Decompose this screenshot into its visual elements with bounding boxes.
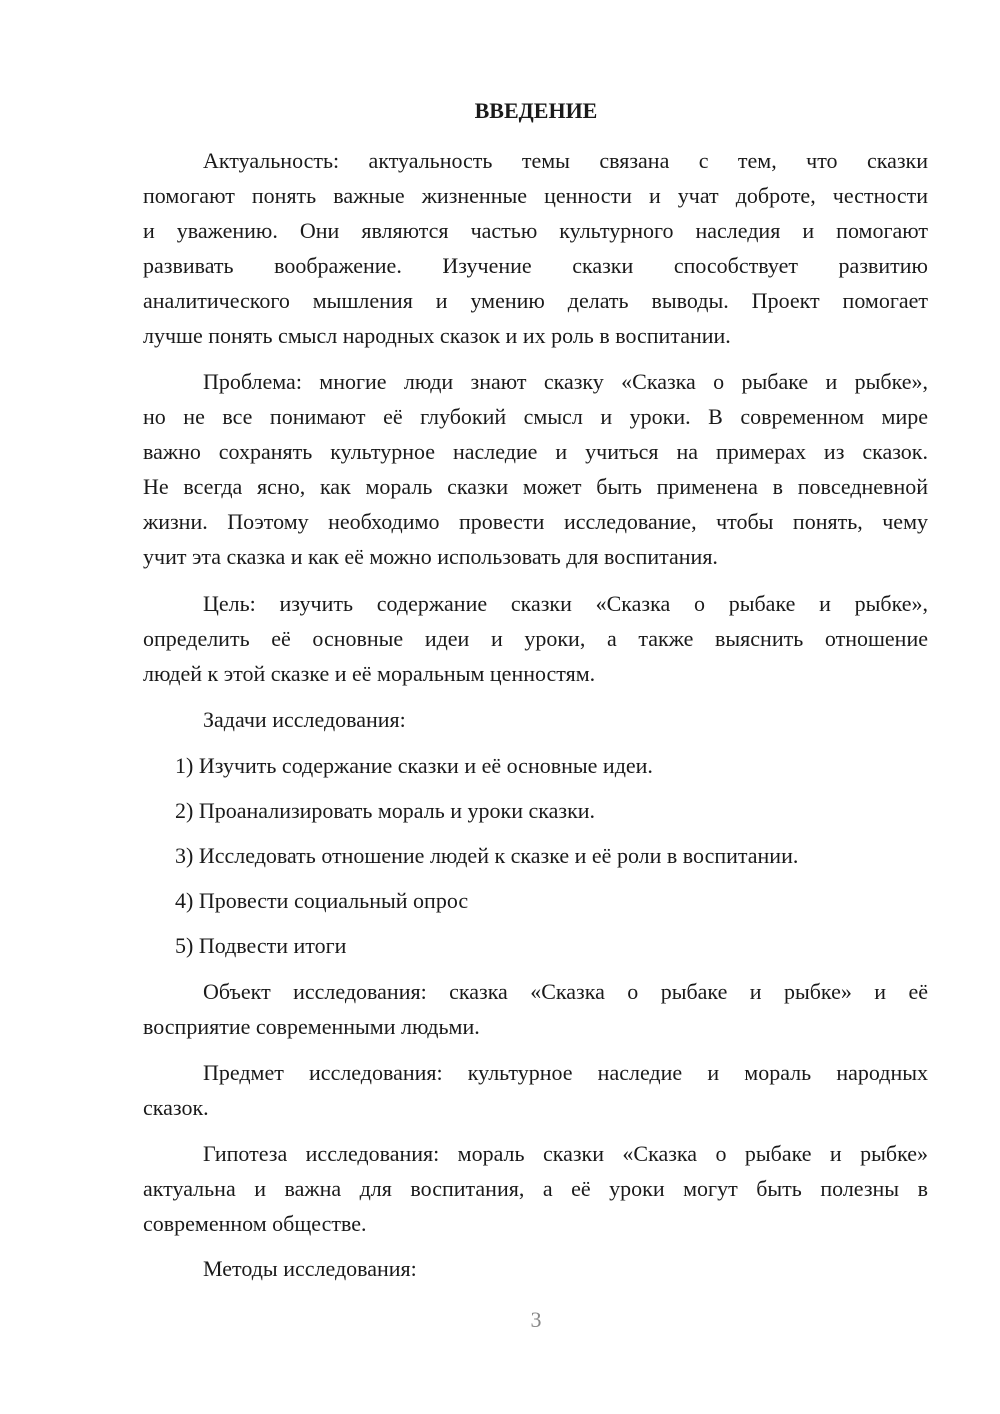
paragraph-line: жизни. Поэтому необходимо провести исследование, чтобы понять, чему	[143, 509, 928, 534]
task-list-item: 3) Исследовать отношение людей к сказке и её роли в воспитании.	[175, 843, 799, 868]
paragraph-line: аналитического мышления и умению делать выводы. Проект помогает	[143, 288, 928, 313]
paragraph-line: помогают понять важные жизненные ценности и учат доброте, честности	[143, 183, 928, 208]
paragraph	[143, 1055, 928, 1125]
task-list-item: 4) Провести социальный опрос	[175, 888, 469, 913]
task-list-item: 5) Подвести итоги	[175, 933, 347, 958]
paragraph-line: Не всегда ясно, как мораль сказки может быть применена в повседневной	[143, 474, 928, 499]
paragraph-line: актуальна и важна для воспитания, а её уроки могут быть полезны в	[143, 1176, 928, 1201]
paragraph-line: Объект исследования: сказка «Сказка о рыбаке и рыбке» и её	[203, 979, 928, 1004]
paragraph-line: но не все понимают её глубокий смысл и уроки. В современном мире	[143, 404, 928, 429]
paragraph-line: и уважению. Они являются частью культурного наследия и помогают	[143, 218, 928, 243]
paragraph	[143, 1251, 928, 1286]
paragraph-line: Цель: изучить содержание сказки «Сказка о рыбаке и рыбке»,	[203, 591, 928, 616]
task-list-item: 1) Изучить содержание сказки и её основные идеи.	[175, 753, 653, 778]
paragraph	[143, 364, 928, 574]
paragraph-line: учит эта сказка и как её можно использовать для воспитания.	[143, 544, 718, 569]
paragraph-line: восприятие современными людьми.	[143, 1014, 480, 1039]
paragraph	[143, 1136, 928, 1241]
paragraph-line: определить её основные идеи и уроки, а также выяснить отношение	[143, 626, 928, 651]
paragraph-line: людей к этой сказке и её моральным ценностям.	[143, 661, 596, 686]
paragraph-line: Проблема: многие люди знают сказку «Сказка о рыбаке и рыбке»,	[203, 369, 928, 394]
paragraph	[143, 586, 928, 691]
paragraph-line: развивать воображение. Изучение сказки способствует развитию	[143, 253, 928, 278]
task-list-item: 2) Проанализировать мораль и уроки сказки.	[175, 798, 596, 823]
paragraph-line: лучше понять смысл народных сказок и их роль в воспитании.	[143, 323, 731, 348]
paragraph-line: Актуальность: актуальность темы связана с тем, что сказки	[203, 148, 928, 173]
paragraph	[143, 143, 928, 353]
paragraph-line: сказок.	[143, 1095, 209, 1120]
page-number: 3	[530, 1307, 542, 1332]
paragraph-line: современном обществе.	[143, 1211, 367, 1236]
paragraph-line: Предмет исследования: культурное наследие и мораль народных	[203, 1060, 928, 1085]
paragraph	[143, 702, 928, 737]
paragraph-line: Методы исследования:	[203, 1256, 417, 1281]
paragraph-line: важно сохранять культурное наследие и учиться на примерах из сказок.	[143, 439, 928, 464]
paragraph	[143, 974, 928, 1044]
paragraph-line: Гипотеза исследования: мораль сказки «Сказка о рыбаке и рыбке»	[203, 1141, 928, 1166]
page-title: ВВЕДЕНИЕ	[474, 98, 598, 123]
paragraph-line: Задачи исследования:	[203, 707, 406, 732]
